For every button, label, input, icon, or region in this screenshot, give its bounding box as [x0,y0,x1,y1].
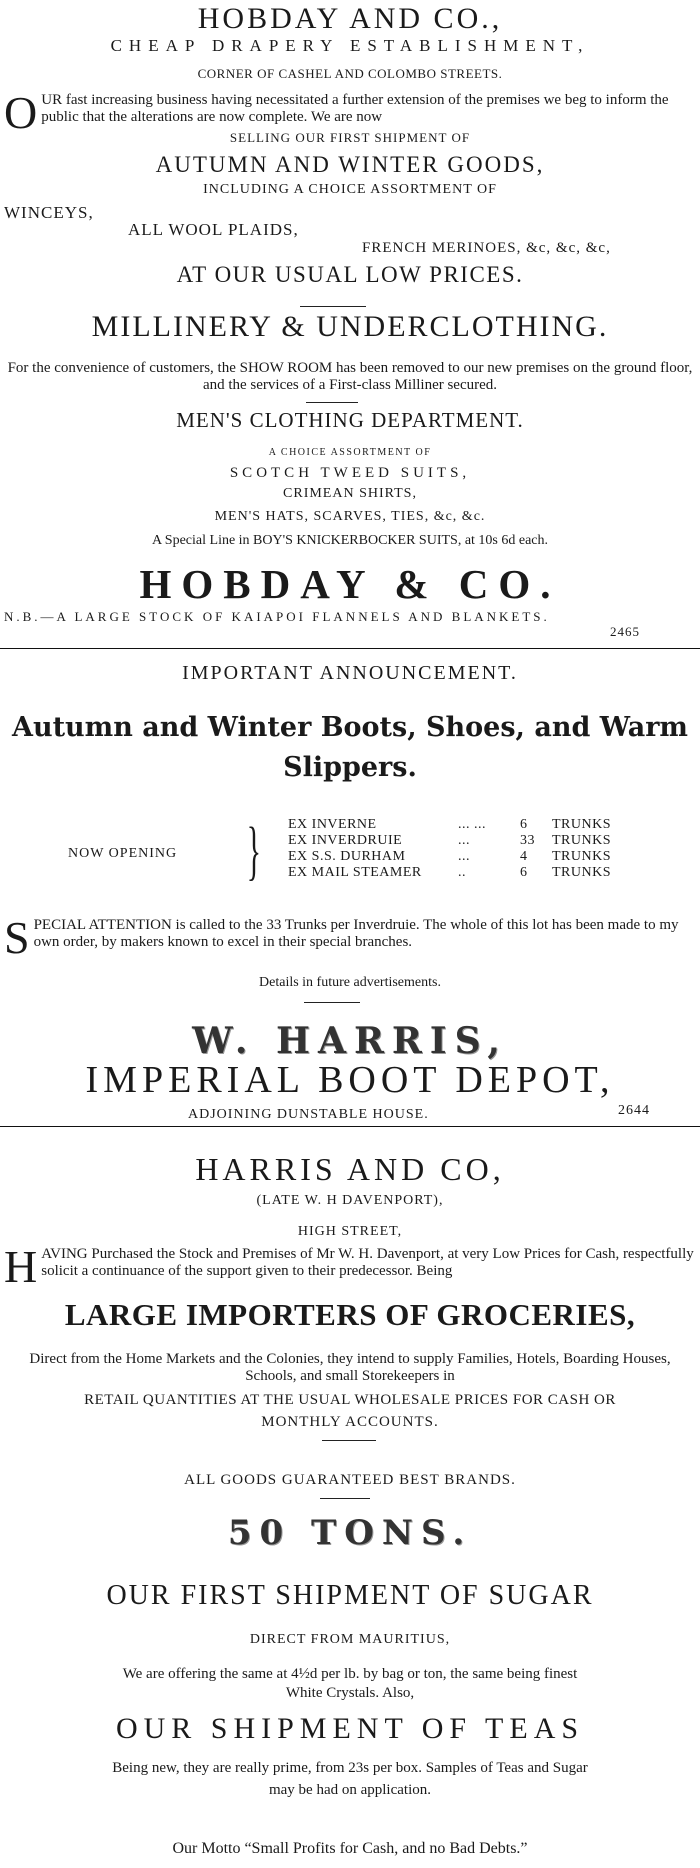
divider [306,402,358,403]
importers-heading: LARGE IMPORTERS OF GROCERIES, [64,1297,636,1332]
section-rule [0,648,700,649]
boots-headline-2: Slippers. [283,752,417,783]
shipment-qty: 33 [520,833,535,848]
divider [300,306,366,307]
harris-co-late: (LATE W. H DAVENPORT), [256,1193,444,1208]
harris-co-intro-text: AVING Purchased the Stock and Premises of Mr W. H. Davenport, at very Low Prices for Cash, respectfully solicit a continuance of the support given to their predecessor. Being [41,1246,694,1279]
shipment-row [288,849,688,865]
brace-icon: } [246,814,261,887]
mens-sub: A CHOICE ASSORTMENT OF [268,447,432,458]
hobday-ref: 2465 [610,624,640,639]
shipment-list [288,817,688,881]
offering-line-1: We are offering the same at 4½d per lb. by bag or ton, the same being finest [122,1666,578,1682]
millinery-heading: MILLINERY & UNDERCLOTHING. [91,310,609,343]
hobday-selling-line: SELLING OUR FIRST SHIPMENT OF [229,130,471,145]
boots-details: Details in future advertisements. [259,975,441,990]
mens-shirts: CRIMEAN SHIRTS, [283,486,417,501]
tons-heading: 50 TONS. [227,1513,473,1553]
shipment-ship: EX INVERDRUIE [288,833,403,848]
hobday-intro-text: UR fast increasing business having necessitated a further extension of the premises we beg to inform the public that the alterations are now complete. We are now [41,92,669,125]
hobday-footer-name: HOBDAY & CO. [139,561,561,607]
shipment-dots: ... ... [458,817,486,832]
shipment-row [288,817,688,833]
shipment-unit: TRUNKS [552,849,612,864]
section-rule [0,1126,700,1127]
divider [304,1002,360,1003]
retail-line-1: RETAIL QUANTITIES AT THE USUAL WHOLESALE PRICES FOR CASH OR [84,1392,616,1408]
shipment-ship: EX INVERNE [288,817,377,832]
guaranteed-text: ALL GOODS GUARANTEED BEST BRANDS. [184,1472,516,1488]
divider [322,1440,376,1441]
millinery-text: For the convenience of customers, the SHOW ROOM has been removed to our new premises on the ground floor, and the services of a First-class Milliner secured. [7,360,693,393]
mens-special: A Special Line in BOY'S KNICKERBOCKER SUITS, at 10s 6d each. [151,533,549,548]
hobday-goods-sub: INCLUDING A CHOICE ASSORTMENT OF [203,182,497,197]
shipment-ship: EX MAIL STEAMER [288,865,422,880]
harris-co-title: HARRIS AND CO, [195,1151,505,1187]
shipment-dots: .. [458,865,466,880]
mauritius-text: DIRECT FROM MAURITIUS, [249,1632,451,1647]
shipment-unit: TRUNKS [552,833,612,848]
shipment-qty: 6 [520,817,528,832]
hobday-item-merinoes: FRENCH MERINOES, &c, &c, &c, [362,240,611,256]
harris-co-intro [4,1241,696,1292]
hobday-item-plaids: ALL WOOL PLAIDS, [128,220,299,239]
hobday-title: HOBDAY AND CO., [197,2,503,35]
harris-co-street: HIGH STREET, [297,1224,403,1239]
shipment-ship: EX S.S. DURHAM [288,849,406,864]
mens-heading: MEN'S CLOTHING DEPARTMENT. [176,408,524,432]
shipment-unit: TRUNKS [552,865,612,880]
boots-special-text: PECIAL ATTENTION is called to the 33 Trunks per Inverdruie. The whole of this lot has been made to my own order, by makers known to excel in their special branches. [33,917,679,950]
direct-text: Direct from the Home Markets and the Colonies, they intend to supply Families, Hotels, Boarding Houses, Schools, and small Storekeepers in [29,1351,671,1384]
mens-suits: SCOTCH TWEED SUITS, [229,465,471,481]
harris-name: W. HARRIS, [192,1020,508,1062]
shipment-qty: 6 [520,865,528,880]
shipment-unit: TRUNKS [552,817,612,832]
hobday-prices: AT OUR USUAL LOW PRICES. [176,262,524,287]
motto-text: Our Motto “Small Profits for Cash, and no Bad Debts.” [172,1840,528,1857]
boots-announce: IMPORTANT ANNOUNCEMENT. [182,662,518,684]
retail-line-2: MONTHLY ACCOUNTS. [261,1414,439,1430]
boots-ref: 2644 [618,1103,650,1118]
shipment-dots: ... [458,849,470,864]
shipment-dots: ... [458,833,470,848]
shipment-row [288,833,688,849]
boots-headline-1: Autumn and Winter Boots, Shoes, and Warm [12,712,688,743]
boots-special [4,912,696,963]
shipment-qty: 4 [520,849,528,864]
boots-dropcap: S [4,912,30,963]
hobday-location: CORNER OF CASHEL AND COLOMBO STREETS. [197,66,503,81]
hobday-subtitle: CHEAP DRAPERY ESTABLISHMENT, [110,36,590,55]
boot-depot: IMPERIAL BOOT DEPOT, [85,1059,615,1101]
shipment-row [288,865,688,881]
now-opening: NOW OPENING [68,846,178,861]
teas-line-2: may be had on application. [268,1782,432,1798]
mens-hats: MEN'S HATS, SCARVES, TIES, &c, &c. [214,509,486,524]
hobday-goods-heading: AUTUMN AND WINTER GOODS, [155,152,545,177]
hobday-nb: N.B.—A LARGE STOCK OF KAIAPOI FLANNELS AND BLANKETS. [4,609,550,624]
harris-co-dropcap: H [4,1241,38,1292]
adjoining-text: ADJOINING DUNSTABLE HOUSE. [188,1107,429,1122]
hobday-dropcap: O [4,87,38,138]
offering-line-2: White Crystals. Also, [285,1685,415,1701]
hobday-item-winceys: WINCEYS, [4,203,94,222]
sugar-heading: OUR FIRST SHIPMENT OF SUGAR [106,1580,594,1611]
teas-line-1: Being new, they are really prime, from 23s per box. Samples of Teas and Sugar [112,1760,588,1776]
teas-heading: OUR SHIPMENT OF TEAS [115,1712,585,1745]
divider [320,1498,370,1499]
